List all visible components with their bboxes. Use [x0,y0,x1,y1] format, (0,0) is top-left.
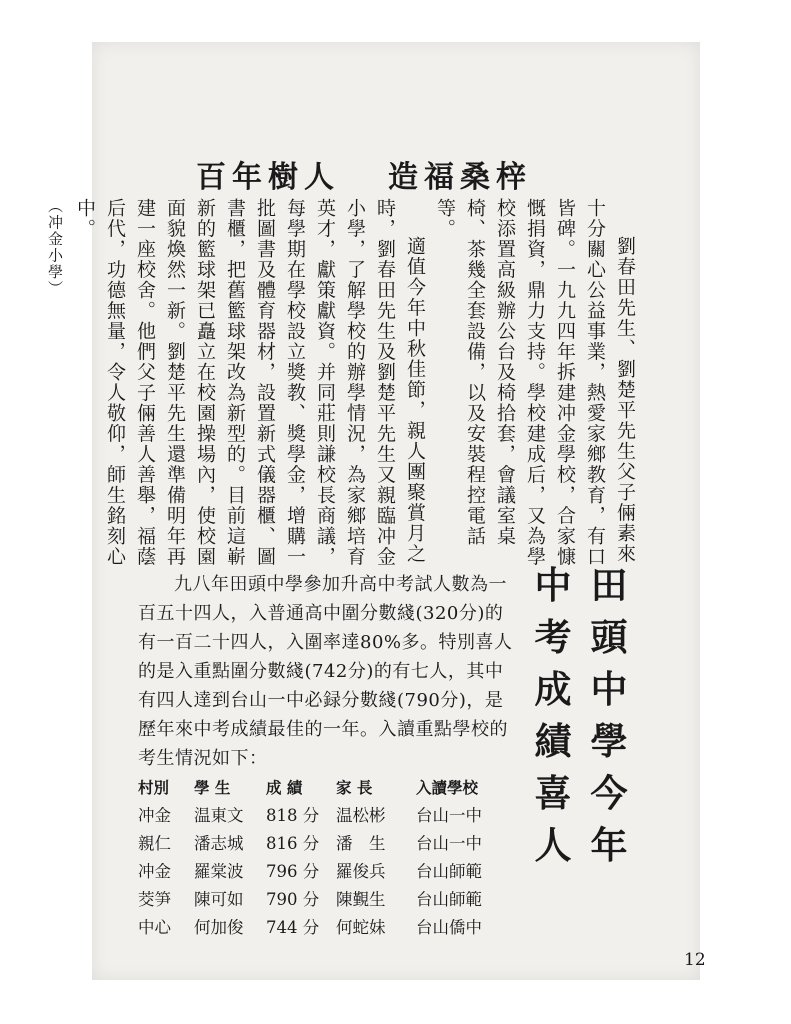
cell-school: 台山師範 [416,862,482,881]
cell-parent: 羅俊兵 [336,862,386,881]
bottom-title-column-1: 田頭中學今年 [590,564,628,867]
cell-parent: 陳覲生 [336,890,386,909]
cell-student: 何加俊 [194,918,244,937]
cell-school: 台山僑中 [416,918,482,937]
cell-school: 台山師範 [416,890,482,909]
title-right: 造福桑梓 [388,160,532,195]
table-header-row [138,774,510,802]
cell-student: 温東文 [194,806,244,825]
cell-student: 羅棠波 [194,862,244,881]
top-article-paragraph: 劉春田先生、劉楚平先生父子倆素來十分關心公益事業，熱愛家鄉教育，有口皆碑。一九九四年拆建冲金學校，合家慷慨捐資，鼎力支持。學校建成后，又為學校添置高級辦公台及椅拾套，會議室桌椅、茶幾全套設備，以及安裝程控電話等。 [434,198,636,567]
cell-score: 744 分 [266,918,320,937]
cell-village: 中心 [138,918,171,937]
table-row [138,830,510,858]
cell-school: 台山一中 [416,834,482,853]
results-table [138,774,510,942]
top-article-credit: （冲金小學） [46,198,64,297]
cell-village: 冲金 [138,806,171,825]
cell-student: 潘志城 [194,834,244,853]
cell-parent: 何蛇妹 [336,918,386,937]
cell-village: 茭笋 [138,890,171,909]
header-score: 成 績 [266,779,303,797]
title-left: 百年樹人 [196,160,340,195]
cell-score: 816 分 [266,834,320,853]
bottom-article-body [138,570,520,773]
top-article-body [46,198,640,570]
header-parent: 家 長 [336,779,373,797]
cell-parent: 潘 生 [336,834,386,853]
header-school: 入讀學校 [416,779,479,797]
cell-score: 796 分 [266,862,320,881]
cell-village: 冲金 [138,862,171,881]
printed-page [46,42,706,980]
top-article-title [196,152,532,196]
bottom-title-column-2: 中考成績喜人 [534,564,572,867]
bottom-article-paragraph: 九八年田頭中學參加升高中考試人數為一百五十四人，入普通高中圍分數綫(320分)的有一百二十四人，入圍率達80%多。特別喜人的是入重點圍分數綫(742分)的有七人，其中有四人達到台山一中必録分數綫(790分)，是歷年來中考成績最佳的一年。入讀重點學校的考生情況如下： [138,574,513,769]
table-row [138,802,510,830]
table-row [138,886,510,914]
header-village: 村別 [138,779,170,797]
table-row [138,858,510,886]
cell-score: 790 分 [266,890,320,909]
cell-village: 親仁 [138,834,171,853]
page-number: 12 [684,950,706,970]
cell-score: 818 分 [266,806,320,825]
cell-school: 台山一中 [416,806,482,825]
table-row [138,914,510,942]
top-article-paragraph: 適值今年中秋佳節，親人團聚賞月之時，劉春田先生及劉楚平先生又親臨冲金小學，了解學校的辦學情況，為家鄉培育英才，獻策獻資。并同莊則謙校長商議，每學期在學校設立獎教、獎學金，增購一批圖書及體育器材，設置新式儀器櫃、圖書櫃，把舊籃球架改為新型的。目前這嶄新的籃球架已矗立在校園操場內，使校園面貌煥然一新。劉楚平先生還準備明年再建一座校舍。他們父子倆善人善舉，福蔭后代，功德無量，令人敬仰，師生銘刻心中。 [74,198,426,567]
header-student: 學 生 [194,779,231,797]
cell-student: 陳可如 [194,890,244,909]
cell-parent: 温松彬 [336,806,386,825]
